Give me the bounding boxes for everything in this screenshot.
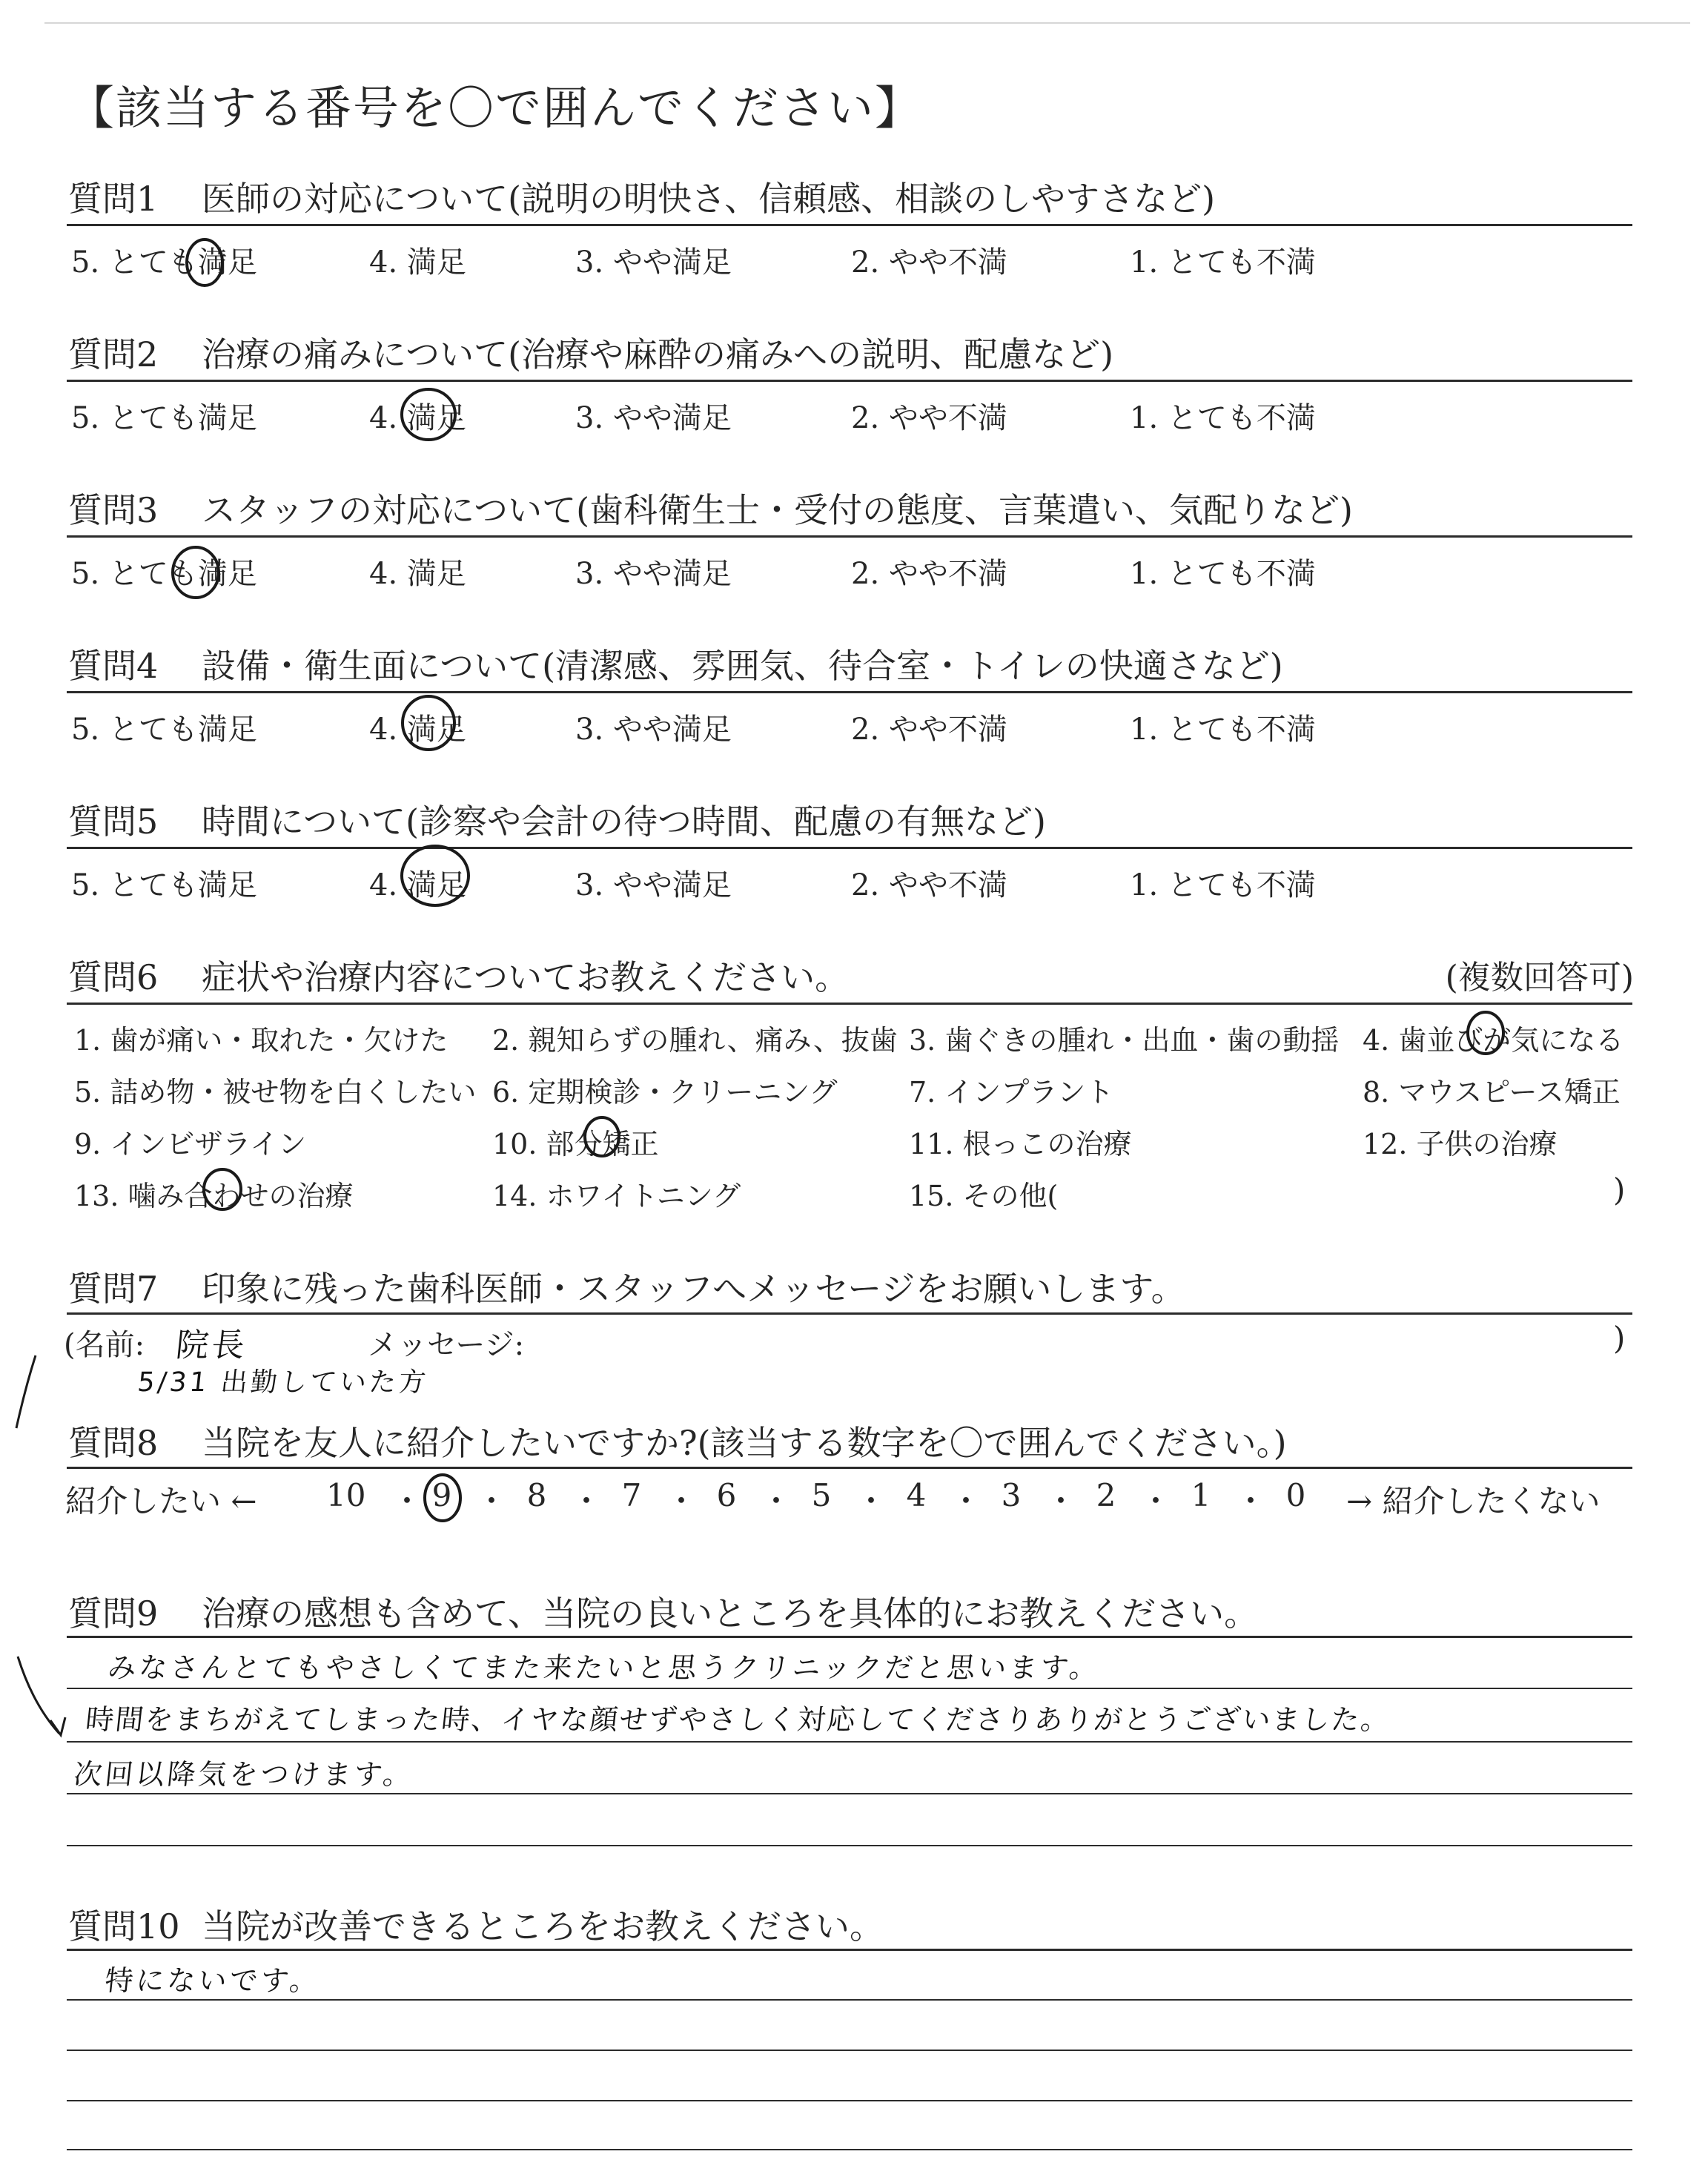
- question-4-rule: [67, 691, 1632, 693]
- q5-option-5[interactable]: 5. とても満足: [71, 868, 257, 902]
- scale-5[interactable]: 5: [811, 1477, 832, 1513]
- q9-answer-rule: [67, 1741, 1632, 1743]
- symptom-option-2[interactable]: 2. 親知らずの腫れ、痛み、抜歯: [492, 1024, 898, 1057]
- scale-10[interactable]: 10: [326, 1477, 366, 1513]
- question-2-rule: [67, 380, 1632, 382]
- question-9-rule: [67, 1636, 1632, 1638]
- q9-answer-line-2[interactable]: 時間をまちがえてしまった時、イヤな顔せずやさしく対応してくださりありがとうございました。: [84, 1703, 1392, 1736]
- q9-answer-rule: [67, 1688, 1632, 1689]
- q8-left-label: 紹介したい ←: [65, 1483, 257, 1519]
- q4-option-4[interactable]: 4. 満足: [369, 713, 466, 747]
- question-9-number: 質問9: [68, 1593, 159, 1634]
- question-4-title: [68, 639, 1283, 688]
- symptom-option-11[interactable]: 11. 根っこの治療: [909, 1128, 1132, 1160]
- question-8-title: [68, 1416, 1287, 1465]
- q5-option-3[interactable]: 3. やや満足: [575, 868, 732, 902]
- question-10-number: 質問10: [68, 1906, 180, 1946]
- q5-option-4[interactable]: 4. 満足: [369, 868, 466, 902]
- q9-answer-line-3[interactable]: 次回以降気をつけます。: [72, 1758, 416, 1791]
- q7-handwritten-note[interactable]: 5/31 出勤していた方: [136, 1367, 431, 1398]
- symptom-option-7[interactable]: 7. インプラント: [909, 1076, 1114, 1109]
- scale-7[interactable]: 7: [621, 1477, 642, 1513]
- question-6-title: [68, 951, 849, 1000]
- q2-option-3[interactable]: 3. やや満足: [575, 401, 732, 435]
- question-5-rule: [67, 847, 1632, 849]
- q1-option-1[interactable]: 1. とても不満: [1130, 245, 1316, 280]
- q8-right-label: → 紹介したくない: [1346, 1483, 1601, 1519]
- question-7-number: 質問7: [68, 1269, 159, 1309]
- question-5-number: 質問5: [68, 802, 159, 842]
- q5-option-2[interactable]: 2. やや不満: [851, 868, 1007, 902]
- scale-separator: ・: [571, 1483, 603, 1519]
- scale-separator: ・: [855, 1483, 887, 1519]
- q9-answer-rule: [67, 1845, 1632, 1846]
- question-1-text: 医師の対応について(説明の明快さ、信頼感、相談のしやすさなど): [202, 179, 1216, 219]
- question-2-title: [68, 328, 1113, 377]
- symptom-option-14[interactable]: 14. ホワイトニング: [492, 1180, 741, 1212]
- q7-name-label: (名前:: [64, 1328, 145, 1362]
- q10-answer-rule: [67, 2050, 1632, 2051]
- q5-option-1[interactable]: 1. とても不満: [1130, 868, 1316, 902]
- q1-option-5[interactable]: 5. とても満足: [71, 245, 257, 280]
- q3-option-1[interactable]: 1. とても不満: [1130, 557, 1316, 591]
- scale-separator: ・: [391, 1483, 423, 1519]
- q2-option-4[interactable]: 4. 満足: [369, 401, 466, 435]
- question-6-text: 症状や治療内容についてお教えください。: [202, 957, 850, 997]
- question-2-number: 質問2: [68, 334, 159, 374]
- question-6-number: 質問6: [68, 957, 159, 997]
- symptom-option-10[interactable]: 10. 部分矯正: [492, 1128, 659, 1160]
- q9-answer-line-1[interactable]: みなさんとてもやさしくてまた来たいと思うクリニックだと思います。: [106, 1651, 1102, 1684]
- symptom-option-5[interactable]: 5. 詰め物・被せ物を白くしたい: [74, 1076, 477, 1109]
- q1-option-3[interactable]: 3. やや満足: [575, 245, 732, 280]
- question-1-title: [68, 172, 1215, 221]
- symptom-option-9[interactable]: 9. インビザライン: [74, 1128, 307, 1160]
- q2-option-1[interactable]: 1. とても不満: [1130, 401, 1316, 435]
- symptom-option-1[interactable]: 1. 歯が痛い・取れた・欠けた: [74, 1024, 448, 1057]
- symptom-other-close-paren: ): [1613, 1172, 1626, 1208]
- question-3-text: スタッフの対応について(歯科衛生士・受付の態度、言葉遣い、気配りなど): [202, 490, 1353, 530]
- question-9-text: 治療の感想も含めて、当院の良いところを具体的にお教えください。: [202, 1593, 1259, 1634]
- q4-option-2[interactable]: 2. やや不満: [851, 713, 1007, 747]
- q3-option-4[interactable]: 4. 満足: [369, 557, 466, 591]
- q4-option-1[interactable]: 1. とても不満: [1130, 713, 1316, 747]
- scale-separator: ・: [1140, 1483, 1172, 1519]
- scale-4[interactable]: 4: [906, 1477, 927, 1513]
- scale-separator: ・: [761, 1483, 792, 1519]
- q9-answer-rule: [67, 1793, 1632, 1794]
- question-8-text: 当院を友人に紹介したいですか?(該当する数字を〇で囲んでください。): [202, 1423, 1287, 1463]
- question-1-rule: [67, 224, 1632, 226]
- symptom-option-3[interactable]: 3. 歯ぐきの腫れ・出血・歯の動揺: [909, 1024, 1340, 1057]
- q4-option-5[interactable]: 5. とても満足: [71, 713, 257, 747]
- margin-pen-stroke: [10, 1351, 40, 1433]
- question-10-title: [68, 1900, 884, 1949]
- symptom-option-4[interactable]: 4. 歯並びが気になる: [1363, 1024, 1624, 1057]
- question-7-rule: [67, 1312, 1632, 1315]
- question-3-title: [68, 483, 1353, 532]
- question-10-text: 当院が改善できるところをお教えください。: [202, 1906, 884, 1946]
- question-8-number: 質問8: [68, 1423, 159, 1463]
- q7-name-value[interactable]: 院長: [173, 1327, 250, 1364]
- scale-separator: ・: [1045, 1483, 1077, 1519]
- question-3-rule: [67, 535, 1632, 538]
- q10-answer-rule: [67, 1999, 1632, 2001]
- q10-answer-rule: [67, 2100, 1632, 2101]
- q2-option-5[interactable]: 5. とても満足: [71, 401, 257, 435]
- symptom-option-13[interactable]: 13. 噛み合わせの治療: [74, 1180, 354, 1212]
- symptom-option-8[interactable]: 8. マウスピース矯正: [1363, 1076, 1621, 1109]
- question-5-text: 時間について(診察や会計の待つ時間、配慮の有無など): [202, 802, 1046, 842]
- scale-1[interactable]: 1: [1191, 1477, 1211, 1513]
- question-7-text: 印象に残った歯科医師・スタッフへメッセージをお願いします。: [202, 1269, 1185, 1309]
- scale-3[interactable]: 3: [1001, 1477, 1022, 1513]
- q6-multiple-answers-note: (複数回答可): [1445, 959, 1634, 997]
- q7-close-paren: ): [1613, 1320, 1626, 1356]
- q1-option-4[interactable]: 4. 満足: [369, 245, 466, 280]
- q3-option-5[interactable]: 5. とても満足: [71, 557, 257, 591]
- scale-9[interactable]: 9: [431, 1477, 452, 1513]
- q4-option-3[interactable]: 3. やや満足: [575, 713, 732, 747]
- question-9-title: [68, 1587, 1258, 1636]
- question-7-title: [68, 1262, 1185, 1311]
- margin-arrow-stroke: [10, 1652, 85, 1741]
- scale-separator: ・: [950, 1483, 982, 1519]
- question-5-title: [68, 795, 1046, 844]
- scale-separator: ・: [1235, 1483, 1267, 1519]
- scale-separator: ・: [476, 1483, 508, 1519]
- q10-answer-line-1[interactable]: 特にないです。: [103, 1964, 322, 1997]
- question-6-rule: [67, 1003, 1632, 1005]
- q7-message-label: メッセージ:: [368, 1328, 525, 1362]
- q1-option-2[interactable]: 2. やや不満: [851, 245, 1007, 280]
- symptom-option-15[interactable]: 15. その他(: [909, 1180, 1059, 1212]
- q2-option-2[interactable]: 2. やや不満: [851, 401, 1007, 435]
- q3-option-3[interactable]: 3. やや満足: [575, 557, 732, 591]
- question-4-number: 質問4: [68, 646, 159, 686]
- q10-answer-rule: [67, 2149, 1632, 2150]
- question-3-number: 質問3: [68, 490, 159, 530]
- question-4-text: 設備・衛生面について(清潔感、雰囲気、待合室・トイレの快適さなど): [202, 646, 1283, 686]
- question-10-rule: [67, 1949, 1632, 1951]
- q3-option-2[interactable]: 2. やや不満: [851, 557, 1007, 591]
- question-8-rule: [67, 1467, 1632, 1469]
- scale-2[interactable]: 2: [1096, 1477, 1116, 1513]
- scale-separator: ・: [666, 1483, 698, 1519]
- scale-0[interactable]: 0: [1285, 1477, 1306, 1513]
- symptom-option-12[interactable]: 12. 子供の治療: [1363, 1128, 1558, 1160]
- scale-8[interactable]: 8: [526, 1477, 547, 1513]
- question-2-text: 治療の痛みについて(治療や麻酔の痛みへの説明、配慮など): [202, 334, 1114, 374]
- page-title: 【該当する番号を〇で囲んでください】: [68, 81, 923, 135]
- question-1-number: 質問1: [68, 179, 159, 219]
- scan-edge-line: [44, 22, 1690, 24]
- symptom-option-6[interactable]: 6. 定期検診・クリーニング: [492, 1076, 838, 1109]
- scale-6[interactable]: 6: [716, 1477, 737, 1513]
